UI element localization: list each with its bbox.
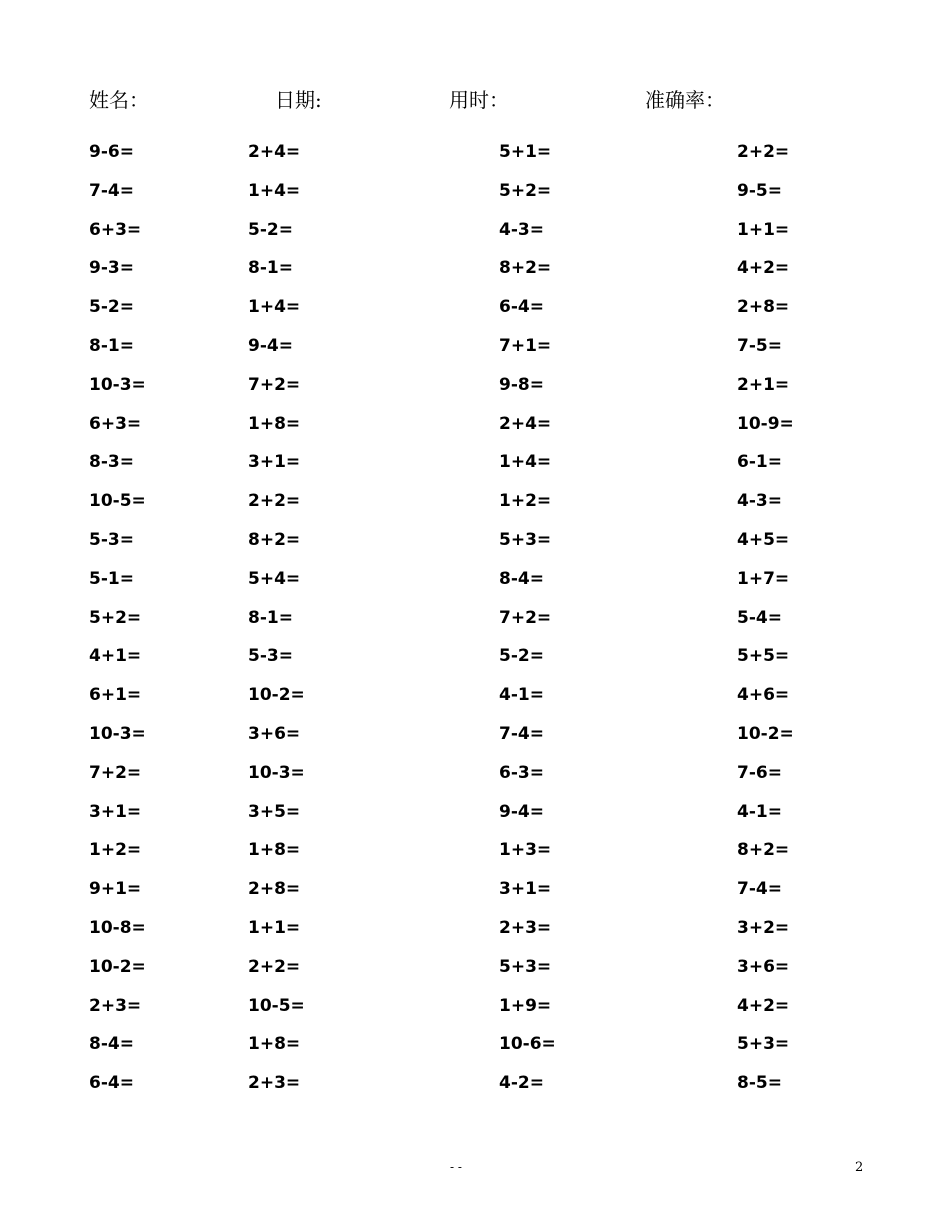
problem-item: 1+1= (737, 219, 790, 240)
problem-item: 4+5= (737, 530, 790, 550)
problem-item: 7+2= (89, 762, 142, 783)
problem-item: 9-4= (499, 801, 544, 822)
problem-item: 2+4= (248, 142, 301, 162)
problem-item: 6-4= (499, 297, 544, 318)
problem-item: 5+3= (499, 956, 552, 977)
problem-item: 2+8= (248, 879, 301, 900)
problem-item: 9+1= (89, 879, 142, 900)
problem-item: 5+4= (248, 568, 301, 589)
problem-item: 5+2= (499, 180, 552, 201)
time-label: 用时： (449, 88, 509, 112)
problem-item: 5+1= (499, 142, 552, 162)
problem-item: 4-3= (499, 219, 544, 240)
problem-item: 8+2= (737, 840, 790, 861)
problem-item: 6+3= (89, 219, 142, 240)
problem-item: 3+1= (248, 452, 301, 473)
problem-item: 8-5= (737, 1073, 782, 1094)
problem-item: 5+3= (499, 530, 552, 550)
problem-item: 7-5= (737, 336, 782, 356)
problem-item: 4-1= (737, 801, 782, 822)
problem-item: 9-6= (89, 142, 134, 162)
problem-item: 3+1= (499, 879, 552, 900)
problem-item: 5-3= (89, 530, 134, 550)
problem-item: 4-2= (499, 1073, 544, 1094)
problem-item: 2+2= (248, 491, 301, 512)
problem-item: 8-4= (499, 568, 544, 589)
name-label: 姓名： (89, 88, 149, 112)
problem-item: 6+1= (89, 685, 142, 706)
problem-item: 3+6= (248, 724, 301, 744)
problem-item: 5-2= (248, 219, 293, 240)
problem-item: 10-5= (89, 491, 146, 512)
page-number: 2 (855, 1160, 864, 1175)
problem-item: 4+6= (737, 685, 790, 706)
problem-item: 2+1= (737, 374, 790, 395)
problem-item: 1+8= (248, 413, 301, 434)
problem-item: 7-4= (89, 180, 134, 201)
problem-item: 3+2= (737, 918, 790, 938)
problem-item: 2+4= (499, 413, 552, 434)
problem-item: 6-3= (499, 762, 544, 783)
problem-item: 6-1= (737, 452, 782, 473)
problem-item: 10-9= (737, 413, 794, 434)
problem-item: 7-6= (737, 762, 782, 783)
problem-item: 9-8= (499, 374, 544, 395)
problem-item: 5+5= (737, 646, 790, 667)
problem-item: 8-1= (248, 258, 293, 279)
problem-item: 9-4= (248, 336, 293, 356)
problem-item: 2+3= (248, 1073, 301, 1094)
problem-item: 5-2= (89, 297, 134, 318)
problem-item: 1+4= (248, 297, 301, 318)
problem-item: 2+8= (737, 297, 790, 318)
problem-item: 2+2= (737, 142, 790, 162)
problem-item: 10-8= (89, 918, 146, 938)
date-label: 日期: (275, 88, 322, 112)
problem-item: 7+1= (499, 336, 552, 356)
problem-item: 1+1= (248, 918, 301, 938)
accuracy-label: 准确率： (645, 88, 725, 112)
problem-item: 5-3= (248, 646, 293, 667)
problem-item: 1+4= (499, 452, 552, 473)
problem-item: 4+2= (737, 995, 790, 1016)
problem-item: 4-1= (499, 685, 544, 706)
problem-item: 4+1= (89, 646, 142, 667)
problem-item: 9-3= (89, 258, 134, 279)
problem-item: 10-6= (499, 1034, 556, 1055)
problem-item: 7+2= (499, 607, 552, 628)
problem-item: 10-2= (737, 724, 794, 744)
problem-item: 7-4= (737, 879, 782, 900)
problem-item: 1+9= (499, 995, 552, 1016)
problem-item: 8+2= (248, 530, 301, 550)
problem-item: 3+6= (737, 956, 790, 977)
problem-item: 5+3= (737, 1034, 790, 1055)
problem-item: 10-3= (89, 374, 146, 395)
problem-item: 9-5= (737, 180, 782, 201)
problem-item: 5-1= (89, 568, 134, 589)
problem-item: 2+2= (248, 956, 301, 977)
problem-item: 10-3= (248, 762, 305, 783)
problem-item: 5-2= (499, 646, 544, 667)
problem-item: 3+5= (248, 801, 301, 822)
problem-item: 10-2= (89, 956, 146, 977)
problem-item: 6-4= (89, 1073, 134, 1094)
problem-item: 10-2= (248, 685, 305, 706)
problem-item: 1+3= (499, 840, 552, 861)
problem-item: 8-3= (89, 452, 134, 473)
problem-item: 8-1= (89, 336, 134, 356)
problem-item: 1+2= (499, 491, 552, 512)
problem-item: 8+2= (499, 258, 552, 279)
problem-item: 1+7= (737, 568, 790, 589)
problem-item: 7-4= (499, 724, 544, 744)
problem-item: 1+2= (89, 840, 142, 861)
problem-item: 2+3= (499, 918, 552, 938)
problem-item: 4+2= (737, 258, 790, 279)
problem-item: 7+2= (248, 374, 301, 395)
problem-item: 10-5= (248, 995, 305, 1016)
problem-item: 1+4= (248, 180, 301, 201)
problem-item: 2+3= (89, 995, 142, 1016)
footer-dots: - - (450, 1160, 462, 1174)
problem-item: 8-1= (248, 607, 293, 628)
problem-item: 1+8= (248, 1034, 301, 1055)
problem-item: 3+1= (89, 801, 142, 822)
problem-item: 6+3= (89, 413, 142, 434)
problem-item: 5-4= (737, 607, 782, 628)
problem-item: 5+2= (89, 607, 142, 628)
problem-item: 10-3= (89, 724, 146, 744)
problem-item: 4-3= (737, 491, 782, 512)
problem-item: 1+8= (248, 840, 301, 861)
problem-item: 8-4= (89, 1034, 134, 1055)
